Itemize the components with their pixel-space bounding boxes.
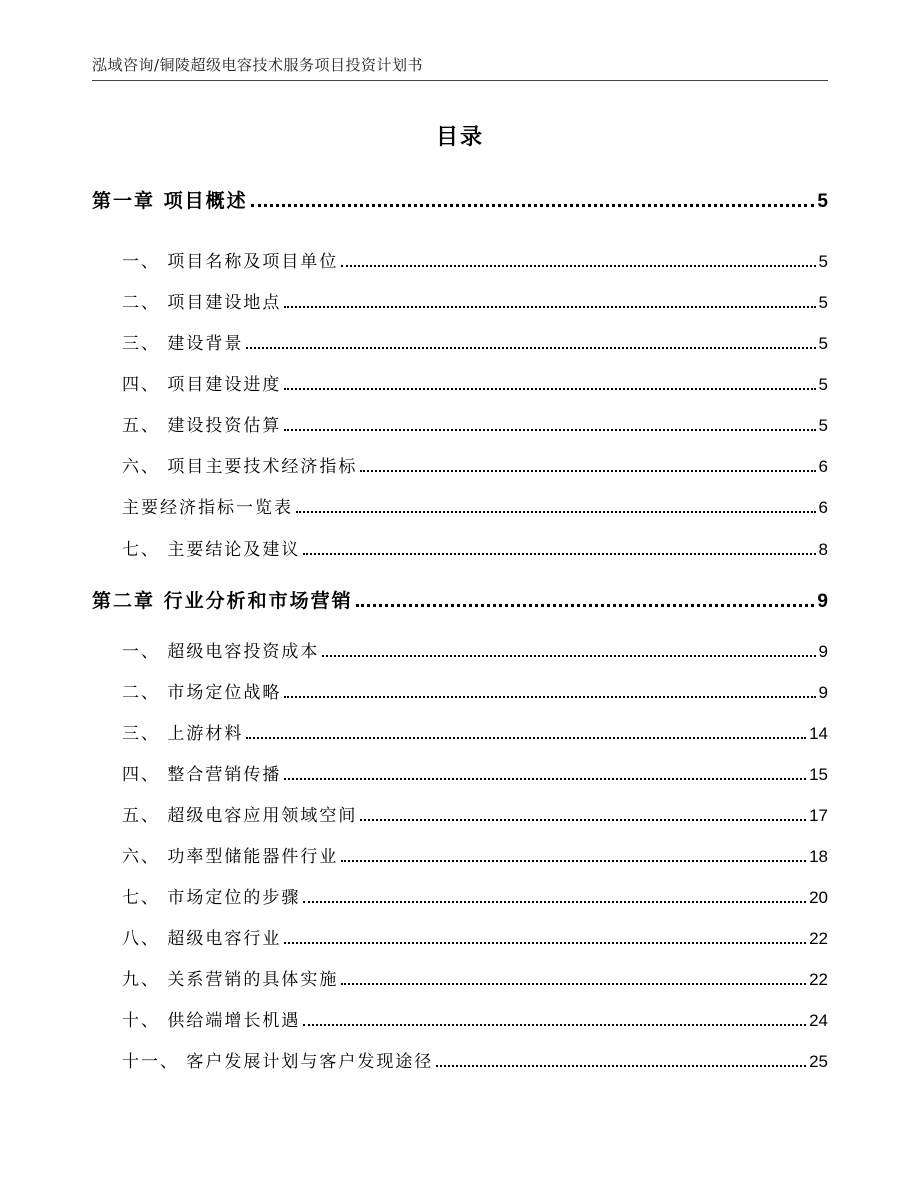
toc-page-number: 6 [818,498,828,517]
toc-section-row[interactable] [92,535,828,560]
toc-page-number: 5 [818,252,828,271]
toc-chapter-row[interactable] [92,586,828,613]
toc-section-row[interactable] [92,493,828,518]
toc-page-number: 22 [809,970,828,989]
dot-leader [303,553,815,555]
dot-leader [341,265,815,267]
toc-page-number: 5 [817,191,828,212]
toc-page-number: 18 [809,847,828,866]
dot-leader [360,470,815,472]
toc-section-row[interactable] [92,1047,828,1072]
dot-leader [284,306,815,308]
toc-section-row[interactable] [92,1006,828,1031]
dot-leader [246,347,815,349]
toc-section-row[interactable] [92,719,828,744]
toc-page-number: 15 [809,765,828,784]
toc-entry-label: 十、 供给端增长机遇 [122,1011,301,1031]
dot-leader [251,204,815,207]
toc-section-row[interactable] [92,883,828,908]
dot-leader [284,696,815,698]
toc-page-number: 9 [818,642,828,661]
toc-entry-label: 三、 上游材料 [122,724,244,744]
toc-entry-label: 六、 项目主要技术经济指标 [122,457,358,477]
toc-section-row[interactable] [92,288,828,313]
toc-section-row[interactable] [92,452,828,477]
toc-section-row[interactable] [92,842,828,867]
dot-leader [284,778,806,780]
dot-leader [284,429,815,431]
toc-section-row[interactable] [92,801,828,826]
toc-page-number: 6 [818,457,828,476]
toc-section-row[interactable] [92,637,828,662]
toc-entry-label: 五、 建设投资估算 [122,416,282,436]
dot-leader [296,511,816,513]
dot-leader [356,604,815,607]
toc-entry-label: 第二章 行业分析和市场营销 [92,590,353,612]
toc-page-number: 14 [809,724,828,743]
toc-entry-label: 六、 功率型储能器件行业 [122,847,339,867]
toc-section-row[interactable] [92,678,828,703]
running-header: 泓域咨询/铜陵超级电容技术服务项目投资计划书 [92,56,424,74]
toc-entry-label: 七、 市场定位的步骤 [122,888,301,908]
toc-page-number: 17 [809,806,828,825]
toc-page-number: 22 [809,929,828,948]
toc-entry-label: 十一、 客户发展计划与客户发现途径 [122,1052,434,1072]
header-rule [92,80,828,81]
toc-title: 目录 [435,125,484,150]
toc-section-row[interactable] [92,247,828,272]
dot-leader [360,819,806,821]
toc-entry-label: 二、 项目建设地点 [122,293,282,313]
toc-entry-label: 一、 项目名称及项目单位 [122,252,339,272]
toc-section-row[interactable] [92,924,828,949]
dot-leader [322,655,815,657]
toc-section-row[interactable] [92,760,828,785]
toc-page-number: 5 [818,334,828,353]
toc-page-number: 5 [818,375,828,394]
toc-page-number: 24 [809,1011,828,1030]
dot-leader [341,983,806,985]
dot-leader [341,860,806,862]
toc-page-number: 9 [817,591,828,612]
toc-entry-label: 九、 关系营销的具体实施 [122,970,339,990]
dot-leader [436,1065,806,1067]
dot-leader [284,942,806,944]
toc-section-row[interactable] [92,965,828,990]
toc-section-row[interactable] [92,329,828,354]
toc-page-number: 20 [809,888,828,907]
toc-section-row[interactable] [92,370,828,395]
dot-leader [246,737,806,739]
toc-page-number: 8 [818,540,828,559]
toc-page-number: 5 [818,293,828,312]
dot-leader [303,1024,806,1026]
toc-section-row[interactable] [92,411,828,436]
dot-leader [284,388,815,390]
toc-entry-label: 二、 市场定位战略 [122,683,282,703]
toc-entry-label: 五、 超级电容应用领域空间 [122,806,358,826]
toc-chapter-row[interactable] [92,186,828,213]
toc-entry-label: 七、 主要结论及建议 [122,540,301,560]
toc-page-number: 25 [809,1052,828,1071]
dot-leader [303,901,806,903]
toc-page-number: 5 [818,416,828,435]
toc-entry-label: 四、 整合营销传播 [122,765,282,785]
toc-entry-label: 主要经济指标一览表 [122,498,293,518]
toc-entry-label: 第一章 项目概述 [92,190,248,212]
toc-page-number: 9 [818,683,828,702]
toc-entry-label: 四、 项目建设进度 [122,375,282,395]
toc-entry-label: 三、 建设背景 [122,334,244,354]
toc-entry-label: 一、 超级电容投资成本 [122,642,320,662]
toc-entry-label: 八、 超级电容行业 [122,929,282,949]
